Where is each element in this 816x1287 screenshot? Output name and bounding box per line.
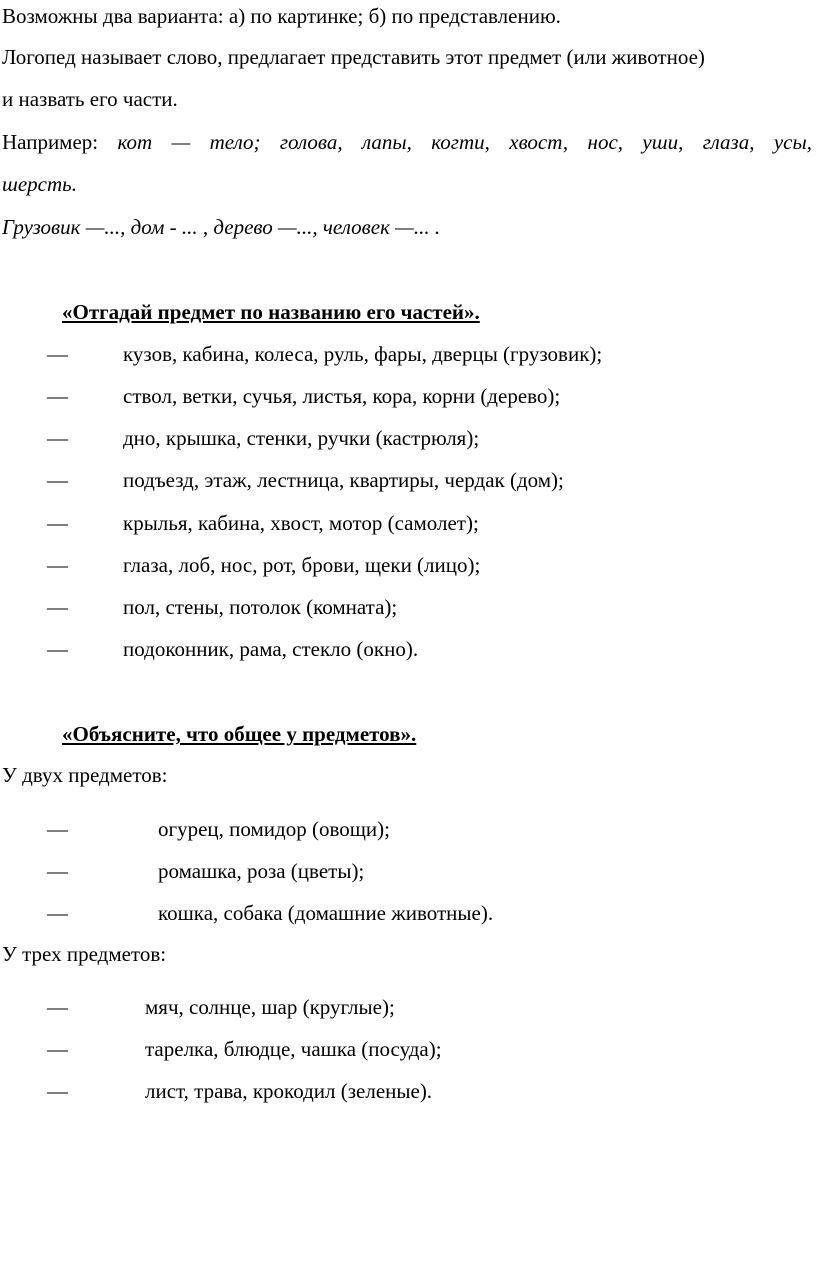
dash-marker: — [47,817,68,841]
dash-marker: — [47,995,68,1019]
dash-marker: — [47,426,68,450]
example-tasks: Грузовик —..., дом - ... , дерево —..., человек —... . [2,215,441,239]
dash-marker: — [47,1079,68,1103]
example-word: уши, [642,130,684,154]
example-word: усы, [773,130,812,154]
list-item [47,899,494,927]
list-item-text: пол, стены, потолок (комната); [123,595,398,619]
list-item-text: кошка, собака (домашние животные). [158,901,494,925]
list-item-text: огурец, помидор (овощи); [158,817,390,841]
list-item-text: крылья, кабина, хвост, мотор (самолет); [123,511,479,535]
example-label: Например: [2,130,99,154]
two-items-label: У двух предметов: [2,763,168,787]
intro-line-2: Логопед называет слово, предлагает представить этот предмет (или животное) [2,45,705,69]
dash-marker: — [47,637,68,661]
example-row [2,128,812,156]
list-item-text: дно, крышка, стенки, ручки (кастрюля); [123,426,480,450]
dash-marker: — [47,901,68,925]
list-item [47,857,365,885]
intro-line-3: и назвать его части. [2,87,178,111]
dash-marker: — [47,384,68,408]
section-2-title: «Объясните, что общее у предметов». [62,722,417,746]
list-item [47,635,419,663]
list-item-text: мяч, солнце, шар (круглые); [145,995,395,1019]
list-item [47,382,561,410]
example-word: хвост, [509,130,569,154]
example-word: нос, [587,130,624,154]
list-item [47,509,479,537]
example-word: глаза, [702,130,755,154]
dash-marker: — [47,859,68,883]
list-item [47,593,398,621]
dash-marker: — [47,342,68,366]
list-item-text: тарелка, блюдце, чашка (посуда); [145,1037,442,1061]
example-word: когти, [431,130,490,154]
list-item-text: кузов, кабина, колеса, руль, фары, дверцы (грузовик); [123,342,603,366]
example-word: лапы, [362,130,412,154]
three-items-label: У трех предметов: [2,942,167,966]
dash-marker: — [47,553,68,577]
dash-marker: — [47,595,68,619]
list-item [47,1077,433,1105]
list-item [47,424,480,452]
dash-marker: — [47,1037,68,1061]
dash-marker: — [47,468,68,492]
section-1-title: «Отгадай предмет по названию его частей». [62,300,480,324]
list-item-text: глаза, лоб, нос, рот, брови, щеки (лицо); [123,553,481,577]
list-item [47,1035,442,1063]
list-item [47,340,603,368]
list-item [47,815,390,843]
list-item-text: подъезд, этаж, лестница, квартиры, чердак (дом); [123,468,564,492]
list-item-text: лист, трава, крокодил (зеленые). [145,1079,433,1103]
list-item-text: подоконник, рама, стекло (окно). [123,637,419,661]
intro-line-1: Возможны два варианта: а) по картинке; б) по представлению. [2,4,561,28]
list-item [47,551,481,579]
example-word: тело; [209,130,261,154]
dash-marker: — [47,511,68,535]
example-word: голова, [279,130,343,154]
list-item-text: ромашка, роза (цветы); [158,859,365,883]
example-word: — [171,130,191,154]
example-word: кот [117,130,153,154]
example-continuation: шерсть. [2,172,77,196]
list-item [47,993,395,1021]
list-item [47,466,564,494]
list-item-text: ствол, ветки, сучья, листья, кора, корни (дерево); [123,384,561,408]
